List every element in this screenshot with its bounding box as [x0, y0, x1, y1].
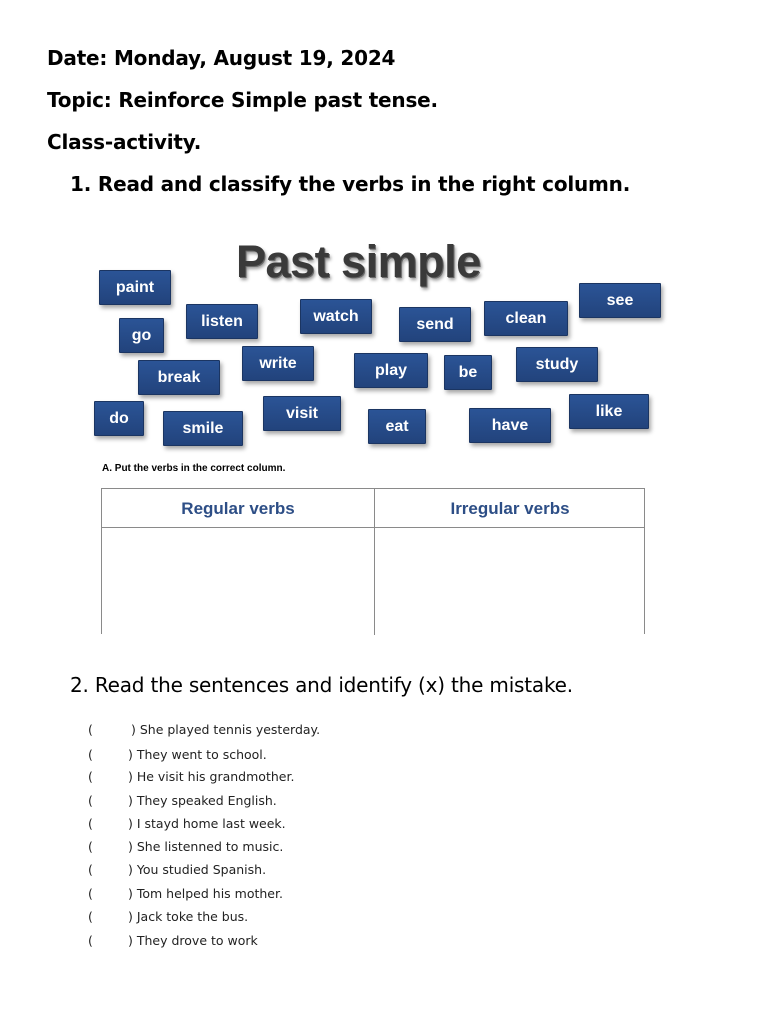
sentence-text: ) They drove to work	[128, 933, 258, 948]
sentence-text: ) I stayd home last week.	[128, 816, 286, 831]
sentence-text: ) Tom helped his mother.	[128, 886, 283, 901]
verb-card: eat	[368, 409, 426, 444]
verbs-table	[101, 488, 645, 634]
worksheet-title: Past simple	[236, 236, 481, 287]
verb-card: paint	[99, 270, 171, 305]
regular-verbs-header: Regular verbs	[181, 499, 295, 518]
sentence-text: ) She played tennis yesterday.	[131, 722, 321, 737]
topic-line: Topic: Reinforce Simple past tense.	[47, 88, 438, 112]
verb-card: be	[444, 355, 492, 390]
instruction-a: A. Put the verbs in the correct column.	[102, 463, 286, 474]
verb-card: send	[399, 307, 471, 342]
verb-card: study	[516, 347, 598, 382]
activity-label: Class-activity.	[47, 130, 202, 154]
verb-card: smile	[163, 411, 243, 446]
verb-card: write	[242, 346, 314, 381]
open-parenthesis: (	[88, 862, 93, 877]
open-parenthesis: (	[88, 722, 93, 737]
open-parenthesis: (	[88, 747, 93, 762]
verb-card: listen	[186, 304, 258, 339]
verb-card: visit	[263, 396, 341, 431]
question-2: 2. Read the sentences and identify (x) the mistake.	[70, 673, 573, 697]
verb-card: go	[119, 318, 164, 353]
irregular-verbs-header: Irregular verbs	[450, 499, 570, 518]
verb-card: do	[94, 401, 144, 436]
open-parenthesis: (	[88, 886, 93, 901]
verb-card: have	[469, 408, 551, 443]
date-line: Date: Monday, August 19, 2024	[47, 46, 396, 70]
verb-card: play	[354, 353, 428, 388]
open-parenthesis: (	[88, 793, 93, 808]
verb-card: like	[569, 394, 649, 429]
sentence-text: ) They went to school.	[128, 747, 267, 762]
verb-card: clean	[484, 301, 568, 336]
verb-card: see	[579, 283, 661, 318]
open-parenthesis: (	[88, 933, 93, 948]
sentence-text: ) He visit his grandmother.	[128, 769, 295, 784]
header-divider	[102, 527, 644, 528]
open-parenthesis: (	[88, 839, 93, 854]
sentence-text: ) She listenned to music.	[128, 839, 284, 854]
open-parenthesis: (	[88, 909, 93, 924]
sentence-text: ) Jack toke the bus.	[128, 909, 249, 924]
open-parenthesis: (	[88, 769, 93, 784]
open-parenthesis: (	[88, 816, 93, 831]
question-1: 1. Read and classify the verbs in the right column.	[70, 172, 631, 196]
verb-card: watch	[300, 299, 372, 334]
verb-card: break	[138, 360, 220, 395]
sentence-text: ) You studied Spanish.	[128, 862, 267, 877]
sentence-text: ) They speaked English.	[128, 793, 277, 808]
